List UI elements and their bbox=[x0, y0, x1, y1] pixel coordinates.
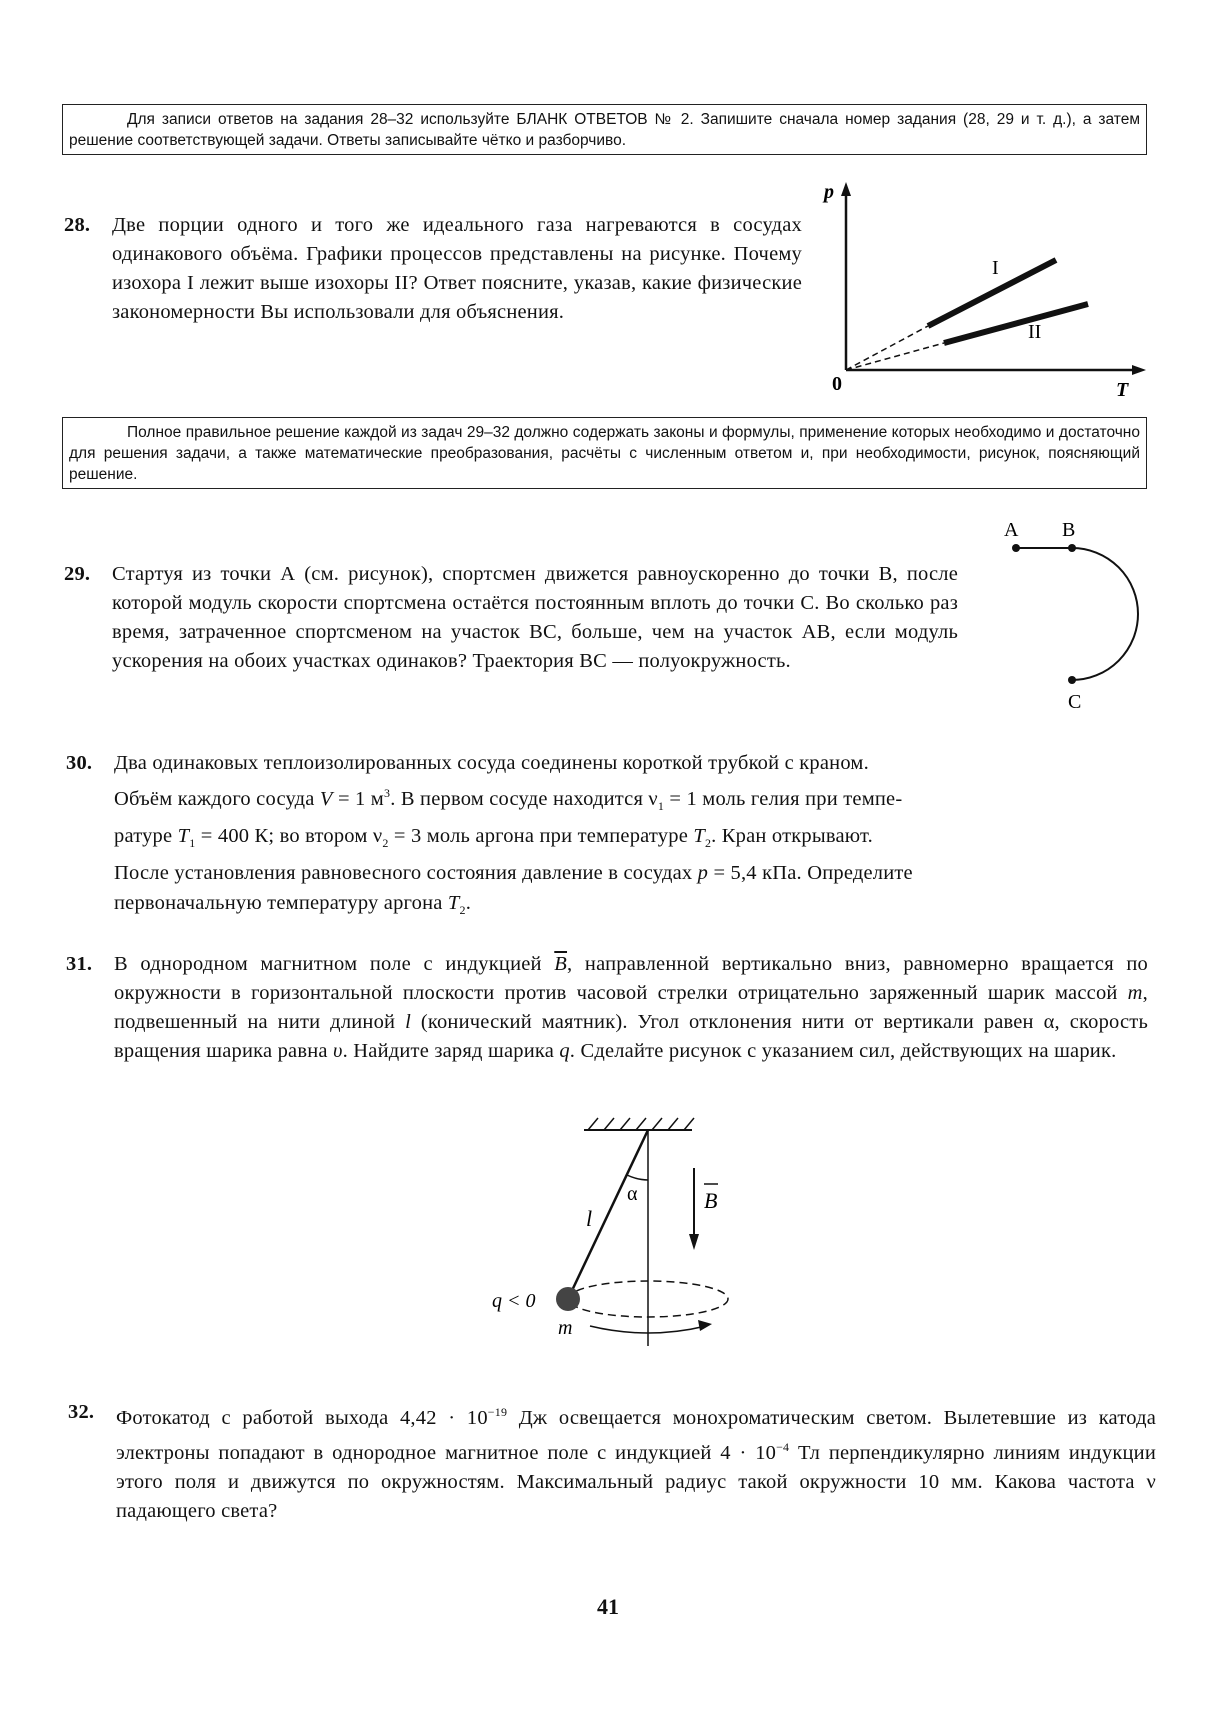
charged-ball bbox=[556, 1287, 580, 1311]
task-30-line-1: Два одинаковых теплоизолированных сосуда соединены короткой трубкой с краном. bbox=[114, 752, 869, 774]
point-b-label: B bbox=[1062, 519, 1076, 541]
task-30-line-5: первоначальную температуру аргона $T_2$. bbox=[114, 892, 472, 918]
point-c-label: C bbox=[1068, 691, 1082, 713]
b-field-arrowhead bbox=[689, 1234, 699, 1250]
origin-label: 0 bbox=[832, 373, 842, 395]
trajectory-figure bbox=[996, 514, 1156, 714]
b-field-label: B bbox=[704, 1188, 718, 1213]
task-31 bbox=[66, 950, 1149, 1066]
task-31-number: 31. bbox=[66, 953, 93, 975]
task-28 bbox=[64, 211, 802, 327]
thread bbox=[568, 1130, 648, 1299]
p-axis-arrow bbox=[841, 182, 851, 196]
task-29-number: 29. bbox=[64, 563, 91, 585]
isochore-2-dashed bbox=[846, 343, 944, 370]
answer-instructions-box bbox=[62, 104, 1147, 155]
angle-alpha-label: α bbox=[627, 1183, 638, 1205]
isochore-graph bbox=[820, 178, 1150, 403]
solution-requirements-text: Полное правильное решение каждой из задач 29–32 должно содержать законы и формулы, применение которых необходимо и достаточно для решения задачи, а также математические преобразования, расчёты с численным ответом и, при необходимости, рисунок, поясняющий решение. bbox=[69, 424, 1140, 483]
task-30 bbox=[66, 748, 1148, 925]
point-c bbox=[1068, 676, 1076, 684]
isochore-2-label: II bbox=[1028, 321, 1042, 343]
isochore-1-label: I bbox=[992, 257, 999, 279]
t-axis-label: T bbox=[1116, 379, 1129, 401]
mass-label: m bbox=[558, 1317, 573, 1339]
rotation-arrowhead bbox=[698, 1320, 712, 1331]
task-29-text: Стартуя из точки А (см. рисунок), спортсмен движется равноускоренно до точки В, после которой модуль скорости спортсмена остаётся постоянным вплоть до точки С. Во сколько раз время, затраченное спортсменом на участок ВС, больше, чем на участок АВ, если модуль ускорения на обоих участках одинаков? Траектория ВС — полуокружность. bbox=[112, 563, 958, 672]
conical-pendulum-figure bbox=[480, 1112, 760, 1354]
task-28-text: Две порции одного и того же идеального газа нагреваются в сосудах одинакового объёма. Графики процессов представлены на рисунке. Почему изохора I лежит выше изохоры II? Ответ поясните, указав, какие физические закономерности Вы использовали для объяснения. bbox=[112, 214, 802, 323]
point-b bbox=[1068, 544, 1076, 552]
thread-length-label: l bbox=[586, 1206, 593, 1231]
task-29 bbox=[64, 560, 958, 676]
p-axis-label: p bbox=[824, 181, 834, 203]
point-a bbox=[1012, 544, 1020, 552]
task-28-number: 28. bbox=[64, 214, 91, 236]
segment-bc-semicircle bbox=[1072, 548, 1138, 680]
ceiling-hatching bbox=[588, 1118, 694, 1130]
t-axis-arrow bbox=[1132, 365, 1146, 375]
task-32-number: 32. bbox=[68, 1401, 95, 1423]
point-a-label: A bbox=[1004, 519, 1019, 541]
task-31-text: В однородном магнитном поле с индукцией $\overline{B}$, направленной вертикально вниз, равномерно вращается по окружности в горизонтальной плоскости против часовой стрелки отрицательно заряженный шарик массой m, подвешенный на нити длиной l (конический маятник). Угол отклонения нити от вертикали равен α, скорость вращения шарика равна υ. Найдите заряд шарика q. Сделайте рисунок с указанием сил, действующих на шарик. bbox=[114, 953, 1149, 1062]
task-30-line-4: После установления равновесного состояния давление в сосудах p = 5,4 кПа. Определите bbox=[114, 862, 913, 885]
task-32-text: Фотокатод с работой выхода $4,42 \cdot 10^{-19}$ Дж освещается монохроматическим светом. Вылетевшие из катода электроны попадают в однородное магнитное поле с индукцией $4 \cdot 10^{-4}$ Тл перпендикулярно линиям индукции этого поля и движутся по окружностям. Максимальный радиус такой окружности 10 мм. Какова частота ν падающего света? bbox=[116, 1405, 1156, 1522]
angle-arc bbox=[627, 1175, 648, 1180]
task-30-line-2: Объём каждого сосуда V = 1 $м^3$. В первом сосуде находится $\nu_1 = 1$ моль гелия при темпе- bbox=[114, 786, 903, 813]
answer-instructions-text: Для записи ответов на задания 28–32 используйте БЛАНК ОТВЕТОВ № 2. Запишите сначала номер задания (28, 29 и т. д.), а затем решение соответствующей задачи. Ответы записывайте чётко и разборчиво. bbox=[69, 111, 1140, 149]
isochore-1-dashed bbox=[846, 326, 928, 370]
task-30-number: 30. bbox=[66, 752, 93, 774]
task-30-line-3: ратуре $T_1 = 400$ К; во втором $\nu_2 = 3$ моль аргона при температуре $T_2$. Кран открывают. bbox=[114, 824, 873, 851]
solution-requirements-box bbox=[62, 417, 1147, 489]
task-32 bbox=[68, 1398, 1156, 1526]
charge-label: q < 0 bbox=[492, 1290, 536, 1312]
page-number: 41 bbox=[597, 1594, 619, 1619]
